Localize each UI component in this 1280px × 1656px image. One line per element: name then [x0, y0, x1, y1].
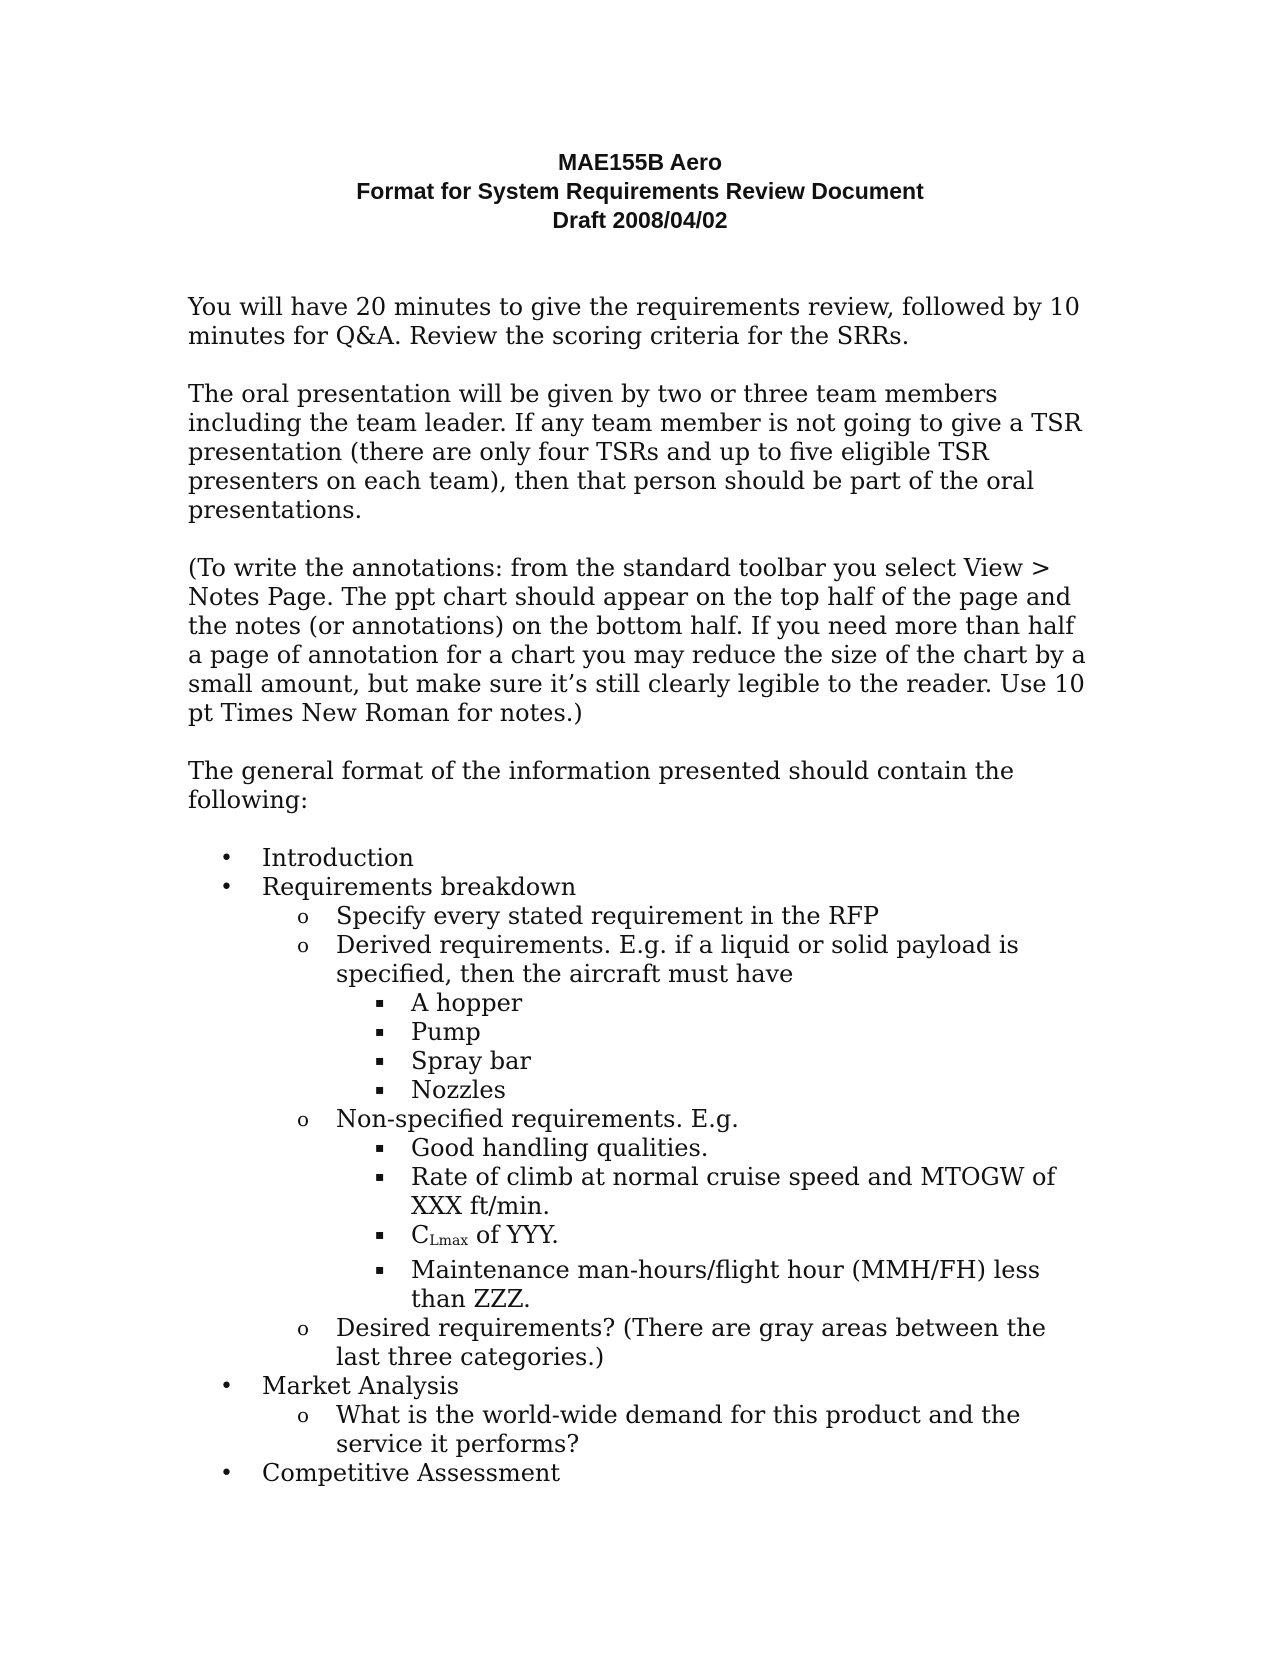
course-title: MAE155B Aero: [557, 149, 723, 175]
bullet-icon: •: [220, 846, 233, 871]
list-item: [188, 1076, 1093, 1105]
square-bullet-icon: ▪: [375, 1053, 385, 1069]
list-item: [188, 1314, 1093, 1372]
list-item-text: Requirements breakdown: [262, 873, 577, 901]
list-item: [188, 989, 1093, 1018]
list-item-text: Desired requirements? (There are gray areas between the last three categories.): [336, 1314, 1046, 1371]
bullet-icon: •: [220, 875, 233, 900]
paragraph-timing: You will have 20 minutes to give the requirements review, followed by 10 minutes for Q&A. Review the scoring criteria for the SRRs.: [188, 293, 1080, 350]
list-item-text: Spray bar: [411, 1047, 531, 1075]
list-item: [188, 1372, 1093, 1401]
list-item: [188, 1163, 1093, 1221]
document-body: [188, 293, 1093, 1488]
list-item: [188, 1018, 1093, 1047]
list-item-text: Nozzles: [411, 1076, 506, 1104]
list-item: [188, 1047, 1093, 1076]
square-bullet-icon: ▪: [375, 1140, 385, 1156]
square-bullet-icon: ▪: [375, 1169, 385, 1185]
circle-bullet-icon: o: [297, 1403, 310, 1427]
list-item-text: Specify every stated requirement in the RFP: [336, 902, 880, 930]
list-item-text: Rate of climb at normal cruise speed and MTOGW of XXX ft/min.: [411, 1163, 1056, 1220]
clmax-value: of YYY.: [468, 1221, 559, 1249]
list-item: [188, 1401, 1093, 1459]
clmax-symbol: C: [411, 1221, 430, 1249]
list-item: [188, 873, 1093, 902]
clmax-subscript: Lmax: [429, 1233, 469, 1249]
square-bullet-icon: ▪: [375, 1227, 385, 1243]
paragraph-oral-presentation: The oral presentation will be given by two or three team members including the team leader. If any team member is not going to give a TSR presentation (there are only four TSRs and up to five eligible TSR presenters on each team), then that person should be part of the oral presentations.: [188, 380, 1082, 524]
list-item-text: Competitive Assessment: [262, 1459, 561, 1487]
list-item-text: Non-specified requirements. E.g.: [336, 1105, 739, 1133]
list-item: [188, 1134, 1093, 1163]
list-item-text: Derived requirements. E.g. if a liquid or solid payload is specified, then the aircraft must have: [336, 931, 1019, 988]
circle-bullet-icon: o: [297, 1316, 310, 1340]
circle-bullet-icon: o: [297, 1107, 310, 1131]
list-item: [188, 931, 1093, 989]
list-item-text: Good handling qualities.: [411, 1134, 709, 1162]
list-item-text: Maintenance man-hours/flight hour (MMH/FH) less than ZZZ.: [411, 1256, 1041, 1313]
list-item-text: What is the world-wide demand for this product and the service it performs?: [336, 1401, 1021, 1458]
paragraph-annotations: (To write the annotations: from the standard toolbar you select View > Notes Page. The ppt chart should appear on the top half of the page and the notes (or annotations) on the bottom half. If you need more than half a page of annotation for a chart you may reduce the size of the chart by a small amount, but make sure it’s still clearly legible to the reader. Use 10 pt Times New Roman for notes.): [188, 554, 1086, 727]
document-title-block: [0, 148, 1280, 235]
list-item-text: Market Analysis: [262, 1372, 460, 1400]
square-bullet-icon: ▪: [375, 1024, 385, 1040]
document-title: Format for System Requirements Review Document: [356, 178, 924, 204]
list-item: [188, 902, 1093, 931]
list-item-text: A hopper: [411, 989, 523, 1017]
circle-bullet-icon: o: [297, 904, 310, 928]
list-item: [188, 1256, 1093, 1314]
list-item: [188, 1221, 1093, 1256]
square-bullet-icon: ▪: [375, 1262, 385, 1278]
outline-list: [188, 844, 1093, 1488]
draft-date: Draft 2008/04/02: [552, 207, 728, 233]
paragraph-general-format: The general format of the information presented should contain the following:: [188, 757, 1015, 814]
square-bullet-icon: ▪: [375, 995, 385, 1011]
list-item: [188, 1105, 1093, 1134]
list-item-text: Pump: [411, 1018, 481, 1046]
bullet-icon: •: [220, 1374, 233, 1399]
list-item-text: [411, 1221, 559, 1249]
circle-bullet-icon: o: [297, 933, 310, 957]
list-item-text: Introduction: [262, 844, 414, 872]
square-bullet-icon: ▪: [375, 1082, 385, 1098]
list-item: [188, 1459, 1093, 1488]
bullet-icon: •: [220, 1461, 233, 1486]
list-item: [188, 844, 1093, 873]
